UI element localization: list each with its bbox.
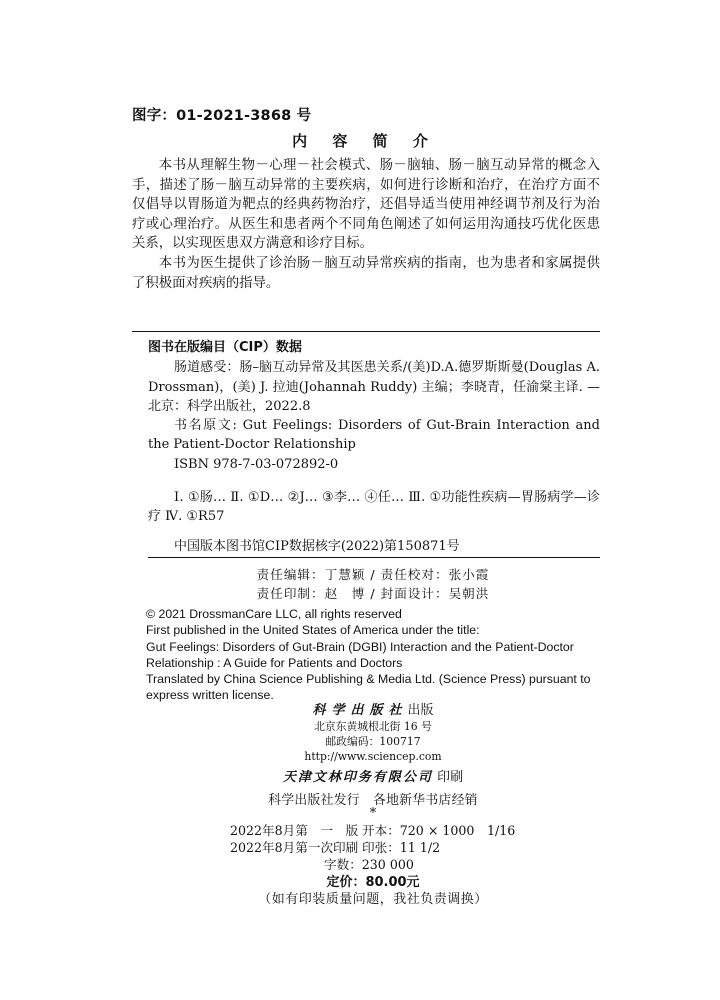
publisher-address: 北京东黄城根北街 16 号 — [314, 720, 432, 733]
spec-printing: 2022年8月第一次印刷 — [230, 840, 359, 856]
cip-number: 中国版本图书馆CIP数据核字(2022)第150871号 — [174, 538, 460, 554]
publisher-name — [146, 699, 600, 718]
permit-number: 图字：01-2021-3868 号 — [132, 108, 312, 124]
price: 定价：80.00元 — [326, 875, 420, 890]
cip-heading: 图书在版编目（CIP）数据 — [148, 340, 302, 355]
divider-top — [132, 331, 600, 332]
copyright-line: First published in the United States of America under the title: — [146, 623, 480, 638]
cip-original-title: 书名原文: Gut Feelings: Disorders of Gut-Brain Interaction and the Patient-Doctor Relationship — [148, 418, 600, 453]
spec-sheets: 印张：11 1/2 — [362, 840, 441, 856]
print-specs — [146, 822, 600, 874]
copyright-line: Translated by China Science Publishing & Media Ltd. (Science Press) pursuant to express written license. — [146, 672, 591, 703]
cip-entry: 肠道感受：肠–脑互动异常及其医患关系/(美)D.A.德罗斯斯曼(Douglas A. Drossman)，(美) J. 拉迪(Johannah Ruddy) 主编；李晓青，任渝棠主译. —北京：科学出版社，2022.8 — [148, 360, 600, 414]
spec-words: 字数：230 000 — [324, 857, 414, 873]
divider-middle — [148, 557, 600, 558]
intro-section — [132, 156, 600, 293]
publisher-postcode: 邮政编码：100717 — [325, 735, 421, 748]
separator-star: * — [369, 806, 377, 821]
printer-suffix: 印刷 — [437, 770, 464, 785]
publisher-suffix: 出版 — [407, 703, 434, 718]
copyright-line: Gut Feelings: Disorders of Gut-Brain (DGBI) Interaction and the Patient-Doctor Relationship : A Guide for Patients and Doctors — [146, 639, 574, 670]
printer-name — [146, 766, 600, 785]
intro-paragraph: 本书为医生提供了诊治肠－脑互动异常疾病的指南，也为患者和家属提供了积极面对疾病的指导。 — [132, 255, 600, 291]
credit-editors: 责任编辑：丁慧颖 / 责任校对：张小霞 — [256, 567, 490, 582]
quality-notice: （如有印装质量问题，我社负责调换） — [258, 892, 488, 907]
distribution-info: 科学出版社发行 各地新华书店经销 — [268, 793, 478, 808]
cip-isbn: ISBN 978-7-03-072892-0 — [174, 456, 339, 472]
printer-logo: 天津文林印务有限公司 — [282, 770, 433, 785]
credit-production: 责任印制：赵 博 / 封面设计：吴朝洪 — [256, 586, 490, 601]
publisher-logo: 科学出版社 — [312, 703, 408, 718]
copyright-notice — [146, 606, 616, 704]
intro-title: 内 容 简 介 — [292, 132, 438, 150]
cip-section — [148, 338, 600, 556]
cip-classification: Ⅰ. ①肠… Ⅱ. ①D… ②J… ③李… ④任… Ⅲ. ①功能性疾病—胃肠病学—诊疗 Ⅳ. ①R57 — [148, 490, 600, 525]
spec-edition: 2022年8月第 一 版 — [230, 823, 359, 838]
intro-paragraph: 本书从理解生物－心理－社会模式、肠－脑轴、肠－脑互动异常的概念入手，描述了肠－脑互动异常的主要疾病，如何进行诊断和治疗，在治疗方面不仅倡导以胃肠道为靶点的经典药物治疗，还倡导适当使用神经调节剂及行为治疗或心理治疗。从医生和患者两个不同角色阐述了如何运用沟通技巧优化医患关系，以实现医患双方满意和诊疗目标。 — [132, 158, 600, 252]
spec-format: 开本：720 × 1000 1/16 — [362, 823, 516, 838]
publisher-url: http://www.sciencep.com — [304, 750, 442, 763]
copyright-line: © 2021 DrossmanCare LLC, all rights reserved — [146, 607, 402, 621]
